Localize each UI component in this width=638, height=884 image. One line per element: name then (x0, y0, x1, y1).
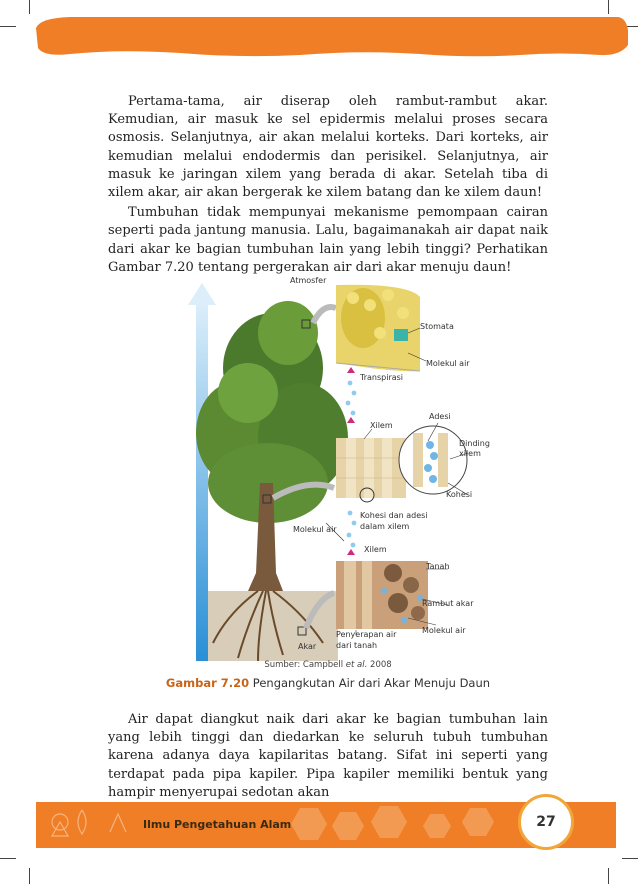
label-tanah: Tanah (426, 562, 450, 571)
label-penyerapan-1: Penyerapan air (336, 630, 397, 639)
label-dinding-1: Dinding (459, 439, 490, 448)
page-number: 27 (518, 794, 574, 850)
leaf-panel (336, 285, 426, 372)
label-stomata: Stomata (420, 322, 454, 331)
tree-diagram (108, 273, 548, 673)
label-rambut-akar: Rambut akar (422, 599, 474, 608)
connector-arrow (313, 307, 336, 323)
label-akar: Akar (298, 642, 317, 651)
label-xilem-top: Xilem (370, 421, 393, 430)
crop-mark (608, 868, 609, 884)
source-prefix: Sumber: Campbell (264, 660, 346, 670)
figure-source (108, 660, 548, 670)
root-panel (336, 561, 428, 629)
label-kohesi-adesi-1: Kohesi dan adesi (360, 511, 428, 520)
crop-mark (29, 868, 30, 884)
figure-caption (108, 676, 548, 690)
footer-book-title: Ilmu Pengetahuan Alam (143, 818, 292, 831)
label-kohesi: Kohesi (446, 490, 473, 499)
source-suffix: 2008 (367, 660, 392, 670)
label-transpirasi: Transpirasi (360, 373, 404, 382)
caption-label: Gambar 7.20 (165, 676, 250, 690)
paragraph-3: Air dapat diangkut naik dari akar ke bagian tumbuhan lain yang lebih tinggi dan diedarkan ke seluruh tubuh tumbuhan karena adanya daya kapilaritas batang. Sifat ini seperti yang terdapat pada pipa kapiler. Pipa kapiler memiliki bentuk yang hampir menyerupai sedotan akan (108, 712, 548, 800)
label-atmosfer: Atmosfer (290, 276, 327, 285)
caption-text: Pengangkutan Air dari Akar Menuju Daun (249, 676, 491, 690)
header-banner (0, 0, 638, 62)
label-xilem-mid: Xilem (364, 545, 387, 554)
crop-mark (622, 858, 638, 859)
label-dinding-2: xilem (459, 449, 481, 458)
label-adesi: Adesi (429, 412, 451, 421)
paragraph-2: Tumbuhan tidak mempunyai mekanisme pemompaan cairan seperti pada jantung manusia. Lalu, bagaimanakah air dapat naik dari akar ke bagian tumbuhan lain yang lebih tinggi? Perhatikan Gambar 7.20 tentang pergerakan air dari akar menuju daun! (108, 205, 548, 275)
crop-mark (0, 858, 16, 859)
figure-water-transport (108, 273, 548, 673)
source-italic: et al. (345, 660, 368, 670)
paragraph-1: Pertama-tama, air diserap oleh rambut-rambut akar. Kemudian, air masuk ke sel epidermis melalui proses secara osmosis. Selanjutnya, air akan melalui korteks. Dari korteks, air kemudian melalui endodermis dan perisikel. Selanjutnya, air masuk ke jaringan xilem yang berada di akar. Setelah tiba di xilem akar, air akan bergerak ke xilem batang dan ke xilem daun! (108, 94, 548, 201)
label-molekul-air-top: Molekul air (426, 359, 470, 368)
label-kohesi-adesi-2: dalam xilem (360, 522, 410, 531)
label-penyerapan-2: dari tanah (336, 641, 378, 650)
body-text-top (108, 93, 548, 277)
body-text-bottom (108, 711, 548, 802)
label-molekul-air-bottom: Molekul air (422, 626, 466, 635)
label-molekul-air-mid: Molekul air (293, 525, 337, 534)
